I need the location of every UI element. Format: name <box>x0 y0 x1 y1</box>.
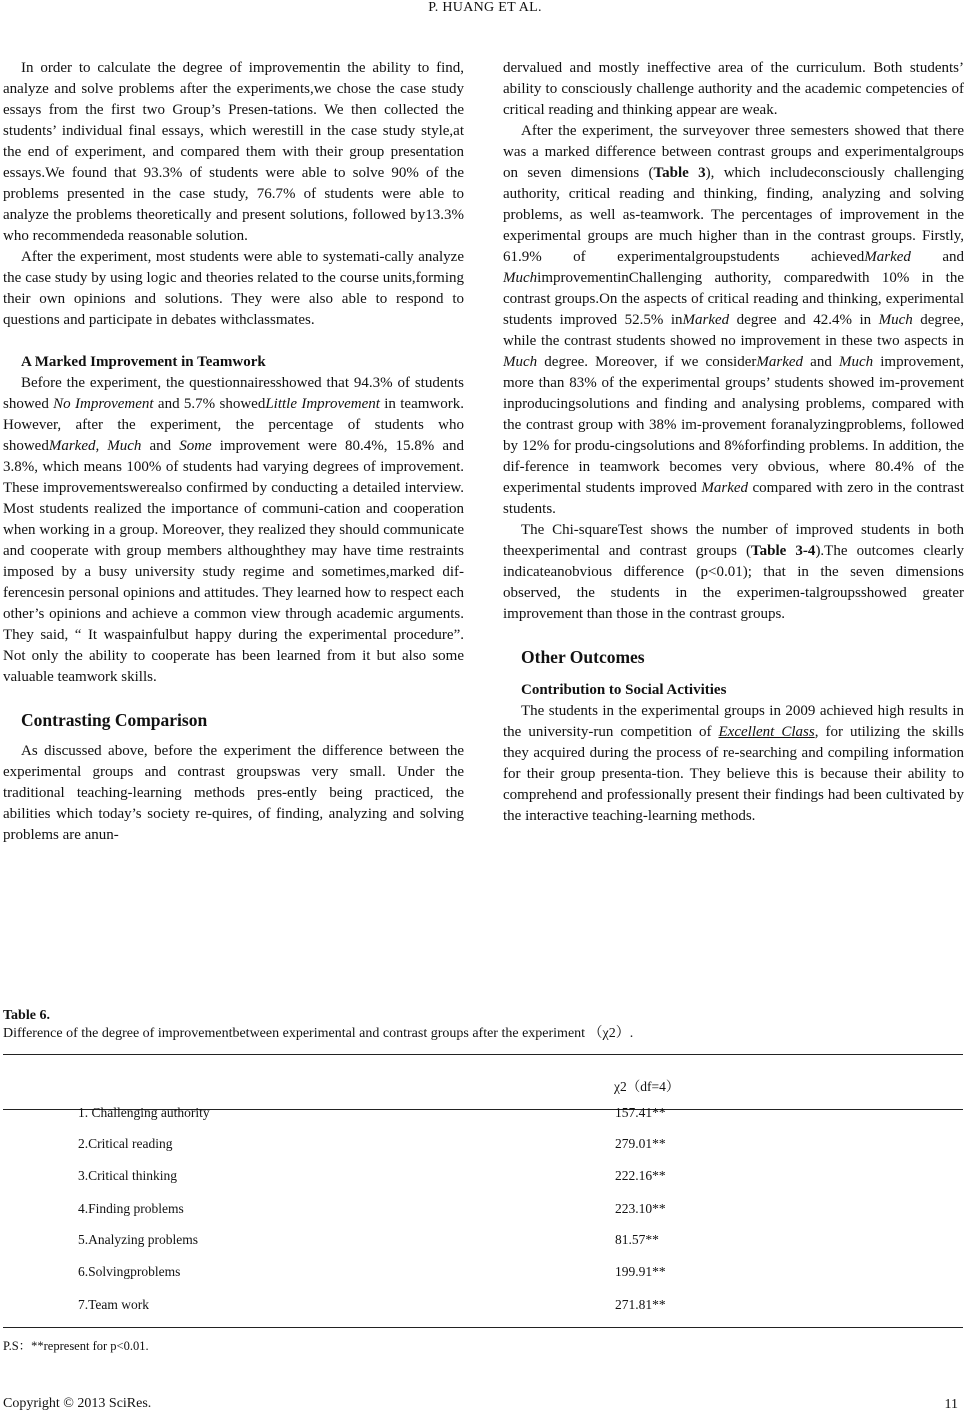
table-row-value: 157.41** <box>615 1105 666 1120</box>
table-row-value: 279.01** <box>615 1136 666 1151</box>
paragraph: After the experiment, the surveyover three semesters showed that there was a marked difference between contrast groups and experimentalgroups on seven dimensions (Table 3), which includeconsciously challenging authority, critical reading and thinking, finding, analyzing and solving problems, as well as-teamwork. The percentages of improvement in the experimental groups are much higher than in the contrast groups. Firstly, 61.9% of experimentalgroupstudents achievedMarked and MuchimprovementinChallenging authority, comparedwith 10% in the contrast groups.On the aspects of critical reading and thinking, experimental students improved 52.5% inMarked degree and 42.4% in Much degree, while the contrast students showed no improvement in these two aspects in Much degree. Moreover, if we considerMarked and Much improvement, more than 83% of the experimental groups’ students showed im-provement inproducingsolutions and finding and analysing problems, compared with the contrast group with 38% im-provement foranalyzingproblems, followed by 12% for produ-cingsolutions and 8%forfinding problems. In addition, the dif-ference in teamwork becomes very obvious, where 80.4% of the experimental students improved Marked compared with zero in the contrast students. <box>503 123 965 517</box>
paragraph: The Chi-squareTest shows the number of improved students in both theexperimental and contrast groups (Table 3-4).The outcomes clearly indicateanobvious difference (p<0.01); that in the seven dimensions observed, the students in the experimen-talgroupsshowed greater improvement than those in the contrast groups. <box>503 522 965 622</box>
table-top-rule <box>3 1054 963 1055</box>
paragraph: After the experiment, most students were able to systemati-cally analyze the case study by using logic and theories related to the course units,forming their own opinions and solutions. They were also able to respond to questions and participate in debates withclassmates. <box>3 249 464 328</box>
left-column <box>3 58 464 846</box>
paragraph: Before the experiment, the questionnairesshowed that 94.3% of students showed No Improvement and 5.7% showedLittle Improvement in teamwork. However, after the experiment, the percentage of students who showedMarked, Much and Some improvement were 80.4%, 15.8% and 3.8%, which means 100% of students had varying degrees of improvement. These improvementswerealso confirmed by conducting a detailed interview. Most students realized the importance of communi-cation and cooperation when working in a group. Moreover, they realized they should communicate and cooperate with group members althoughthey may have time restraints imposed by a busy university study regime and sometimes,marked dif-ferencesin personal opinions and attitudes. They learned how to respect each other’s opinions and achieve a common view through academic arguments. They said, “ It waspainfulbut happy during the experimental procedure”. Not only the ability to cooperate has been learned from it but also some valuable teamwork skills. <box>3 375 464 685</box>
table-row-label: 4.Finding problems <box>78 1201 184 1216</box>
table-note: P.S：**represent for p<0.01. <box>3 1339 149 1353</box>
table-row-label: 3.Critical thinking <box>78 1168 177 1183</box>
paragraph: dervalued and mostly ineffective area of the curriculum. Both students’ ability to consciously challenge authority and the academic competencies of critical reading and thinking appear are weak. <box>503 60 964 118</box>
table-bottom-rule <box>3 1327 963 1328</box>
table-row-value: 271.81** <box>615 1297 666 1312</box>
paragraph: In order to calculate the degree of improvementin the ability to find, analyze and solve problems after the experiments,we chose the case study essays from the first two Group’s Presen-tations. We then collected the students’ individual final essays, which werestill in the case study style,at the end of experiment, and compared them with their group presentation essays.We found that 93.3% of students were able to solve 90% of the problems presented in the case study, 76.7% of students were able to analyze the problems theoretically and present solutions, followed by13.3% who recommendeda reasonable solution. <box>3 60 464 244</box>
table-row-label: 6.Solvingproblems <box>78 1264 181 1279</box>
table-title: Table 6. <box>3 1008 50 1023</box>
paragraph: As discussed above, before the experiment the difference between the experimental groups and contrast groupswas very small. Under the traditional teaching-learning methods pres-ently being practiced, the abilities which today’s society re-quires, of finding, analyzing and solving problems are anun- <box>3 743 464 843</box>
table-caption-block <box>3 1007 963 1043</box>
table-row-label: 1. Challenging authority <box>78 1105 210 1120</box>
table-row-value: 81.57** <box>615 1232 659 1247</box>
table-column-header: χ2（df=4） <box>614 1079 680 1094</box>
subsection-heading: Contribution to Social Activities <box>521 682 727 698</box>
table-row-value: 222.16** <box>615 1168 666 1183</box>
section-heading: Other Outcomes <box>521 647 645 667</box>
paragraph: The students in the experimental groups in 2009 achieved high results in the university-run competition of Excellent Class, for utilizing the skills they acquired during the process of re-searching and compiling information for their group presenta-tion. They believe this is because their ability to comprehend and professionally present their findings had been cultivated by the interactive teaching-learning methods. <box>503 703 964 824</box>
table-row-label: 7.Team work <box>78 1297 150 1312</box>
table-row-label: 2.Critical reading <box>78 1136 173 1151</box>
right-column <box>503 58 964 827</box>
section-heading: Contrasting Comparison <box>21 710 208 730</box>
page-number: 11 <box>944 1397 958 1412</box>
table-row-value: 223.10** <box>615 1201 666 1216</box>
table-row-value: 199.91** <box>615 1264 666 1279</box>
table-caption: Difference of the degree of improvementbetween experimental and contrast groups after the experiment （χ2）. <box>3 1026 634 1041</box>
subsection-heading: A Marked Improvement in Teamwork <box>21 354 266 370</box>
running-head: P. HUANG ET AL. <box>428 0 542 15</box>
copyright: Copyright © 2013 SciRes. <box>3 1396 152 1411</box>
table-row-label: 5.Analyzing problems <box>78 1232 198 1247</box>
